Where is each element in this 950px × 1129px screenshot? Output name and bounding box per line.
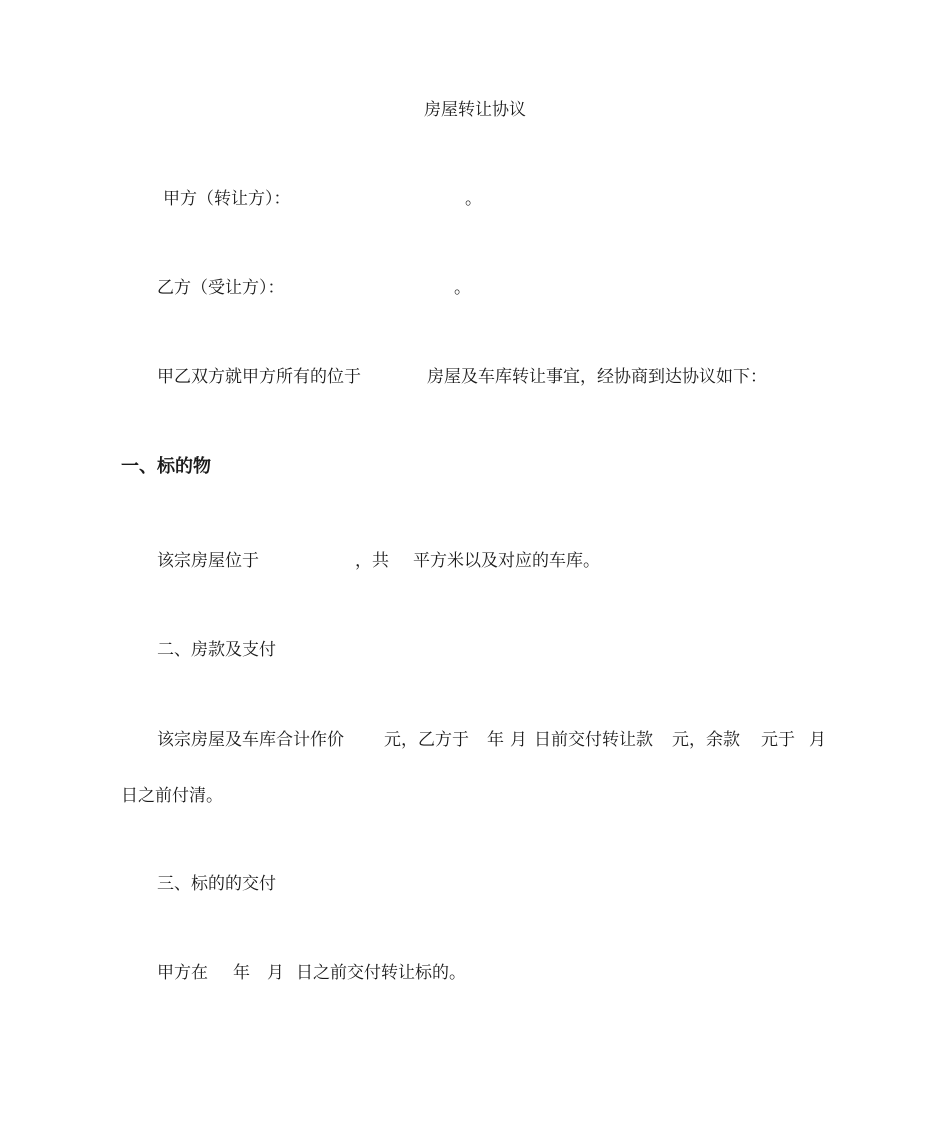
section2-heading: 二、房款及支付 (157, 640, 276, 660)
section1-part3: 平方米以及对应的车库。 (413, 551, 600, 571)
section1-heading: 一、标的物 (121, 456, 211, 477)
party-a-end: 。 (465, 189, 482, 209)
document-title: 房屋转让协议 (424, 100, 526, 120)
party-a-line (163, 188, 291, 210)
section3-heading: 三、标的的交付 (157, 874, 276, 894)
section2-p7: 元于 (761, 730, 795, 750)
intro-part2: 房屋及车库转让事宜，经协商到达协议如下： (427, 367, 767, 387)
section2-p8: 月 (809, 730, 826, 750)
section2-p2: 元，乙方于 (384, 730, 469, 750)
section3-p2: 年 (233, 963, 250, 983)
section2-p4: 月 (510, 730, 527, 750)
section3-p3: 月 (267, 963, 284, 983)
section2-p3: 年 (487, 730, 504, 750)
party-b-label: 乙方（受让方）： (157, 278, 285, 298)
intro-part1: 甲乙双方就甲方所有的位于 (157, 367, 361, 387)
section3-p4: 日之前交付转让标的。 (296, 963, 466, 983)
section1-part2: ，共 (355, 551, 389, 571)
section3-p1: 甲方在 (157, 963, 208, 983)
party-b-end: 。 (454, 278, 471, 298)
section2-continuation: 日之前付清。 (121, 786, 223, 806)
party-a-label: 甲方（转让方）： (163, 189, 291, 209)
party-b-line (157, 277, 285, 299)
section2-p5: 日前交付转让款 (534, 730, 653, 750)
section2-p6: 元，余款 (672, 730, 740, 750)
section1-part1: 该宗房屋位于 (157, 551, 259, 571)
section2-p1: 该宗房屋及车库合计作价 (157, 730, 344, 750)
